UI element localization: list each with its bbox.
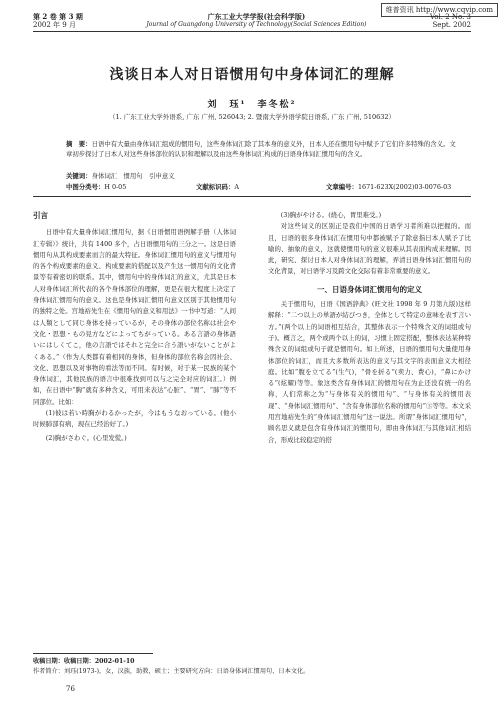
intro-paragraph: 日语中有大量身体词汇惯用句，据《日语惯用语例解手册（人体词汇专辑）》统计，共有 1400 多个，占日语惯用句的三分之一。这是日语惯用句从其构成要素而言的最大特征。身体词汇惯用句的意义与惯用句的各个构成要素的意义、构成要素的搭配以及产生这一惯用句的文化背景等有着密切的联系。其中，惯用句中的身体词汇的意义，尤其是日本人对身体词汇所代表的各个身体部位的理解，更是在很大程度上决定了身体词汇惯用句的意义。这也是身体词汇惯用句意义区别于其他惯用句的独特之处。宫地裕先生在《惯用句的意义和用法》一书中写道：“人间は人類として同じ身体を持っているが，その身体の部位名称は社会や文化・思想・もの見方などによってちがっている。ある言語の身体語いにはしくてこ，他の言語ではそれと完全に合う語いがないことがよくある。”（作为人类都有着相同的身体，但身体的部位名称会因社会、文化、思想以及对事物的看法等而不同。有时候，对于某一民族的某个身体词汇，其他民族的语言中很难找到可以与之完全对应的词汇。）例如，在日语中“胸”就有多种含义，可用来表达“心脏”、“胃”、“肺”等不同部位。比如： (33, 228, 236, 406)
example-2: (2)胸がさわぐ。(心里发慌。) (45, 433, 127, 442)
header-center: 广东工业大学学报(社会科学版) Journal of Guangdong University of Technology(Social Sciences Edition) (146, 12, 367, 28)
footnotes (33, 657, 471, 677)
example-3: (3)胸がやける。(烧心，胃里难受。) (280, 211, 382, 219)
keywords (66, 171, 175, 180)
author-bio: 作者简介：刘珏(1973-)，女，汉族，助教，硕士；主要研究方向：日语身体词汇惯用句、日本文化。 (33, 668, 310, 675)
running-header (33, 13, 471, 29)
authors: 刘 珏¹ 李冬松² (207, 100, 297, 110)
section-heading: 一、日语身体词汇惯用句的定义 (317, 284, 422, 294)
example-1: (1)彼は若い時胸がわるかったが，今はもうなおっている。(他小时候肺部有病，现在已经治好了。) (33, 409, 236, 429)
right-paragraph-2: 关于惯用句，日语《国语辞典》(旺文社 1998 年 9 月第九版)这样解释：“二つ以上の単語が結びつき，全体として特定の意味を表す言い方。”(两个以上的词语相互结合，其整体表示一个特殊含义的词组或句子)。概言之，两个或两个以上的词，习惯上固定搭配，整体表达某种特殊含义的词组或句子就是惯用句。如上所述，日语的惯用句大量使用身体部位的词汇，而且大多数所表达的意义与其文字的表面意义大相径庭。比如“腹を立てる”(生气)，“骨を折る”(卖力、费心)，“鼻にかける”(炫耀)等等。象这类含有身体词汇的惯用句在为止还没有统一的名称，人们常称之为“与身体有关的惯用句”、“与身体有关的惯用表现”、“身体词汇惯用句”、“含有身体部位名称的惯用句”③等等。本文采用宫地裕先生的“身体词汇惯用句”这一说法。所谓“身体词汇惯用句”，顾名思义就是包含有身体词汇的惯用句，即由身体词汇与其他词汇相结合，形成比较稳定的搭 (268, 300, 471, 444)
doc-code: A (234, 183, 239, 191)
left-column (33, 210, 236, 444)
abstract (66, 139, 456, 159)
keywords-label: 关键词： (66, 172, 92, 180)
header-rule (33, 31, 471, 32)
article-meta: 中图分类号：H 0-05 文献标识码：A 文章编号：1671-623X(2002)03-0076-03 (66, 183, 452, 191)
article-id: 1671-623X(2002)03-0076-03 (357, 183, 452, 191)
abstract-label: 摘 要： (66, 140, 92, 148)
header-right: Vol. 2 No. 3 Sept. 2002 (429, 13, 471, 29)
right-column (268, 210, 471, 446)
clc-number: H 0-05 (104, 183, 127, 191)
page-number: 76 (66, 685, 75, 693)
keywords-text: 身体词汇 惯用句 引申意义 (91, 172, 175, 180)
source-stamp: 维普资讯 http://www.cqvip.com (381, 3, 498, 17)
right-paragraph-1: 对这些词义的区别正是我们中国的日语学习者所难以把握的。而且，日语的很多身体词汇在惯用句中都被赋予了除意指日本人赋予了比喻的、抽象的意义，这就使惯用句的意义很难从其表面构成来理解。因此，研究、探讨日本人对身体词汇的理解，弄清日语身体词汇惯用句的文化背景，对日语学习及跨文化交际有着非常重要的意义。 (268, 222, 471, 276)
footnote-rule (33, 653, 153, 654)
header-left: 第 2 卷 第 3 期 2002 年 9 月 (33, 12, 83, 29)
abstract-text: 日语中有大量由身体词汇组成的惯用句，这些身体词汇除了其本身的意义外，日本人还在惯用句中赋予了它们许多特殊的含义。文章初步探讨了日本人对这些身体部位的认识和理解以及由这些身体词汇构成的日语身体词汇惯用句的含义。 (66, 140, 456, 158)
meta-rule (33, 196, 471, 197)
received-date: 收稿日期：收稿日期：2002-01-10 (33, 658, 135, 665)
affiliation: （1. 广东工业大学外语系, 广东 广州, 526043; 2. 暨南大学外语学院日语系, 广东 广州, 510632） (108, 113, 396, 121)
article-title: 浅谈日本人对日语惯用句中身体词汇的理解 (109, 67, 395, 83)
intro-heading: 引言 (33, 211, 48, 220)
